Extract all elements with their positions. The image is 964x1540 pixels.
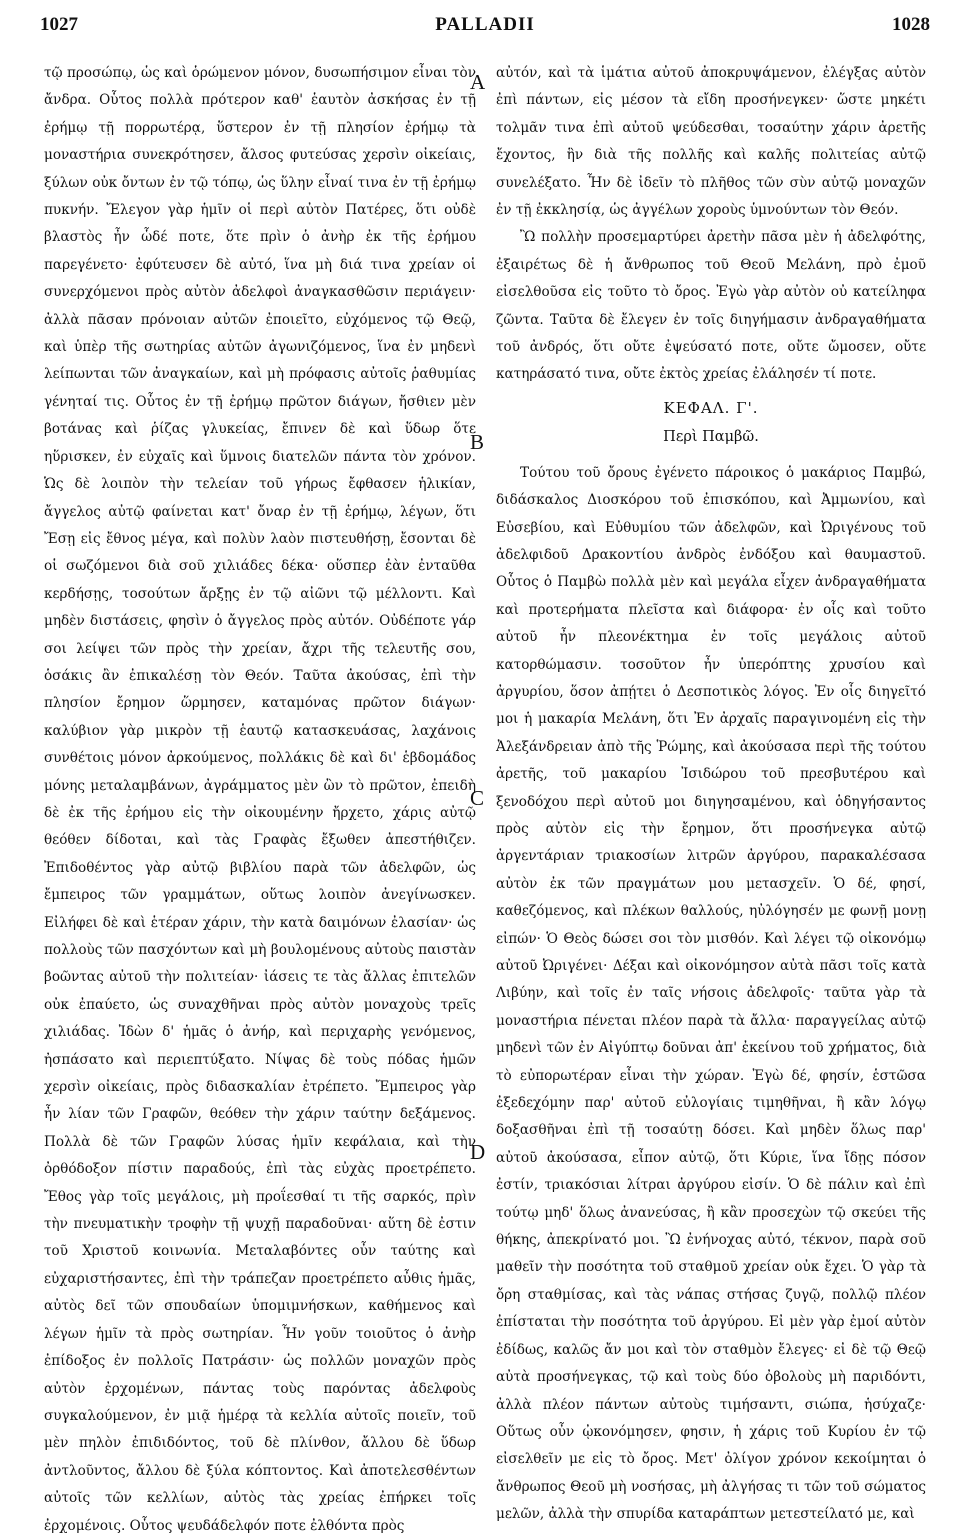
margin-marker-a: A xyxy=(470,70,486,94)
right-paragraph-3: Τούτου τοῦ ὄρους ἐγένετο πάροικος ὁ μακάριος Παμβώ, διδάσκαλος Διοσκόρου τοῦ ἐπισκόπου, καὶ Ἀμμωνίου, καὶ Εὐσεβίου, καὶ Εὐθυμίου τῶν ἀδελφῶν, καὶ Ὠριγένους τοῦ ἀδελφιδοῦ Δρακοντίου ἀνδρὸς ἐνδόξου καὶ θαυμαστοῦ. Οὗτος ὁ Παμβὼ πολλὰ μὲν καὶ μεγάλα εἶχεν ἀνδραγαθήματα καὶ προτερήματα πλεῖστα καὶ διάφορα· ἐν οἷς καὶ τοῦτο αὐτοῦ ἦν πλεονέκτημα ἐν τοῖς μεγάλοις αὐτοῦ κατορθώμασιν. τοσοῦτον ἦν ὑπερόπτης χρυσίου καὶ ἀργυρίου, ὅσον ἀπῄτει ὁ Δεσποτικὸς λόγος. Ἐν οἷς διηγεῖτό μοι ἡ μακαρία Μελάνη, ὅτι Ἐν ἀρχαῖς παραγινομένη εἰς τὴν Ἀλεξάνδρειαν ἀπὸ τῆς Ῥώμης, καὶ ἀκούσασα περὶ τῆς τούτου ἀρετῆς, τοῦ μακαρίου Ἰσιδώρου τοῦ πρεσβυτέρου καὶ ξενοδόχου περὶ αὐτοῦ μοι διηγησαμένου, καὶ ὁδηγήσαντος πρὸς αὐτὸν εἰς τὴν ἔρημον, ὅτι προσήνεγκα αὐτῷ ἀργεντάριαν τριακοσίων λιτρῶν ἀργύρου, παρακαλέσασα αὐτὸν ἐκ τῶν πραγμάτων μου μετασχεῖν. Ὁ δέ, φησί, καθεζόμενος, καὶ πλέκων θαλλούς, ηὐλόγησέν με φωνῇ μονῃ εἰπών· Ὁ Θεὸς δώσει σοι τὸν μισθόν. Καὶ λέγει τῷ οἰκονόμῳ αὐτοῦ Ὠριγένει· Δέξαι καὶ οἰκονόμησον αὐτὰ πᾶσι τοῖς κατὰ Λιβύην, καὶ τοῖς ἐν ταῖς νήσοις ἀδελφοῖς· ταῦτα γὰρ τὰ μοναστήρια πένεται πλέον παρὰ τὰ ἄλλα· παραγγείλας αὐτῷ μηδενὶ τῶν ἐν Αἰγύπτῳ δοῦναι ἀπ' ἐκείνου τοῦ χρήματος, διὰ τὸ εὐπορωτέραν εἶναι τὴν χώραν. Ἐγὼ δέ, φησίν, ἑστῶσα ἐξεδεχόμην παρ' αὐτοῦ εὐλογίαις τιμηθῆναι, ἢ κἂν λόγῳ δοξασθῆναι ἐπὶ τῇ τοσαύτῃ δόσει. Καὶ μηδὲν ὅλως παρ' αὐτοῦ ἀκούσασα, εἶπον αὐτῷ, ὅτι Κύριε, ἵνα ἴδῃς πόσον ἐστίν, τριακόσιαι λίτραι ἀργύρου εἰσίν. Ὁ δὲ πάλιν καὶ ἐπὶ τούτῳ μηδ' ὅλως ἀνανεύσας, ἢ κἂν προσεχὼν τῷ σκεύει τῆς θήκης, ἀπεκρίνατό μοι. Ὢ ἐνήνοχας αὐτό, τέκνον, παρὰ σοῦ μαθεῖν τὴν ποσότητα τοῦ σταθμοῦ χρείαν οὐκ ἔχει. Ὁ γὰρ τὰ ὄρη σταθμίσας, καὶ τὰς νάπας στήσας ζυγῷ, πολλῷ πλέον ἐπίσταται τὴν ποσότητα τοῦ ἀργύρου. Εἰ μὲν γὰρ ἐμοί αὐτὸν ἐδίδως, καλῶς ἄν μοι καὶ τὸν σταθμὸν ἔλεγες· εἰ δὲ τῷ Θεῷ αὐτὰ προσήνεγκας, τῷ καὶ τοὺς δύο ὀβολοὺς μὴ παριδόντι, ἀλλὰ πλέον πάντων αὐτοὺς τιμήσαντι, σιώπα, ἡσύχαζε· Οὕτως οὖν ᾠκονόμησεν, φησιν, ἡ χάρις τοῦ Κυρίου ἐν τῷ εἰσελθεῖν με εἰς τὸ ὄρος. Μετ' ὀλίγον χρόνον κεκοίμηται ὁ ἄνθρωπος Θεοῦ μὴ νοσήσας, μὴ ἀλγήσας τι τῶν τοῦ σώματος μελῶν, ἀλλὰ τὴν σπυρίδα καταράπτων μετεστείλατό με, καὶ xyxy=(496,464,926,1523)
margin-marker-c: C xyxy=(470,786,485,810)
right-paragraph-2: Ὢ πολλὴν προσεμαρτύρει ἀρετὴν πᾶσα μὲν ἡ ἀδελφότης, ἐξαιρέτως δὲ ἡ ἄνθρωπος τοῦ Θεοῦ Μελάνη, πρὸ ἐμοῦ εἰσελθοῦσα εἰς τοῦτο τὸ ὄρος. Ἐγὼ γὰρ αὐτὸν οὐ κατείληφα ζῶντα. Ταῦτα δὲ ἔλεγεν ἐν τοῖς διηγήμασιν ἀνδραγαθήματα τοῦ ἀνδρός, ὅτι οὔτε ἐψεύσατό ποτε, οὔτε ὤμοσεν, οὔτε κατηράσατό τινα, οὔτε ἐκτὸς χρείας ἐλάλησέν τί ποτε. xyxy=(496,229,926,383)
right-paragraph-1: αὐτόν, καὶ τὰ ἱμάτια αὐτοῦ ἀποκρυψάμενον, ἐλέγξας αὐτὸν ἐπὶ πάντων, εἰς μέσον τὰ εἴδη προσήνεγκεν· ὥστε μηκέτι τολμᾶν τινα ἐπὶ αὐτοῦ ψεύδεσθαι, τοσαύτην χάριν ἀρετῆς ἔχοντος, ἣν διὰ τῆς πολλῆς καὶ καλῆς πολιτείας αὐτῷ συνελέξατο. Ἦν δὲ ἰδεῖν τὸ πλῆθος τῶν σὺν αὐτῷ μοναχῶν ἐν τῇ ἐκκλησίᾳ, ὡς ἀγγέλων χοροὺς ὑμνούντων τὸν Θεόν. xyxy=(496,65,926,219)
left-column xyxy=(44,60,476,1540)
left-column-text: τῷ προσώπῳ, ὡς καὶ ὁρώμενον μόνον, δυσωπήσιμον εἶναι τὸν ἄνδρα. Οὗτος πολλὰ πρότερον καθ' ἑαυτὸν ἀσκήσας ἐν τῇ ἐρήμῳ τῇ πορρωτέρᾳ, ὕστερον ἐν τῇ πλησίον ἐρήμῳ τὰ μοναστήρια συνεκρότησεν, ἄλσος φυτεύσας χερσὶν οἰκείαις, ξύλων οὐκ ὄντων ἐν τῷ τόπῳ, ὡς ὕλην εἶναί τινα ἐν τῇ ἐρήμῳ πυκνήν. Ἔλεγον γὰρ ἡμῖν οἱ περὶ αὐτὸν Πατέρες, ὅτι οὐδὲ βλαστὸς ἦν ὧδέ ποτε, ὅτε πρὶν ὁ ἀνὴρ ἐκ τῆς ἐρήμου παρεγένετο· ἐφύτευσεν δὲ αὐτό, ἵνα μὴ διά τινα χρείαν οἱ συνερχόμενοι πρὸς αὐτὸν ἀδελφοὶ ἀναγκασθῶσιν περιάγειν· ἀλλὰ πᾶσαν πρόνοιαν αὐτῶν ἐποιεῖτο, εὐχόμενος τῷ Θεῷ, καὶ ὑπὲρ τῆς σωτηρίας αὐτῶν ἀγωνιζόμενος, ἵνα ἐν μηδενὶ λείπωνται τῶν ἀναγκαίων, καὶ μὴ πρόφασις αὐτοῖς ῥαθυμίας γένηταί τις. Οὗτος ἐν τῇ ἐρήμῳ πρῶτον διάγων, ἤσθιεν μὲν βοτάνας καὶ ῥίζας γλυκείας, ἔπινεν δὲ καὶ ὕδωρ ὅτε ηὕρισκεν, ἐν εὐχαῖς καὶ ὕμνοις διατελῶν πάντα τὸν χρόνον. Ὡς δὲ λοιπὸν τὴν τελείαν τοῦ γήρως ἔφθασεν ἡλικίαν, ἄγγελος αὐτῷ φαίνεται κατ' ὄναρ ἐν τῇ ἐρήμῳ, λέγων, ὅτι Ἔσῃ εἰς ἔθνος μέγα, καὶ πολὺν λαὸν πιστευθήσῃ, ἔσονται δὲ οἱ σωζόμενοι διὰ σοῦ χιλιάδες δέκα· οὕσπερ ἐὰν ἐνταῦθα κερδήσῃς, τοσούτων ἄρξῃς ἐν τῷ αἰῶνι τῷ μέλλοντι. Καὶ μηδὲν διστάσεις, φησὶν ὁ ἄγγελος πρὸς αὐτόν. Οὐδέποτε γάρ σοι λείψει τῶν πρὸς τὴν χρείαν, ἄχρι τῆς τελευτῆς σου, ὁσάκις ἂν ἐπικαλέσῃ τὸν Θεόν. Ταῦτα ἀκούσας, ἐπὶ τὴν πλησίον ἔρημον ὥρμησεν, καταμόνας πρῶτον διάγων· καλύβιον γὰρ μικρὸν τῇ ἑαυτῷ κατασκευάσας, λαχάνοις συνθέτοις μόνον ἀρκούμενος, πολλάκις δὲ καὶ δι' ἑβδομάδος μόνης μεταλαμβάνων, ἀγράμματος μὲν ὢν τὸ πρῶτον, ἐπειδὴ δὲ ἐκ τῆς ἐρήμου εἰς τὴν οἰκουμένην ἤρχετο, χάρις αὐτῷ θεόθεν δίδοται, καὶ τὰς Γραφὰς ἔξωθεν ἀπεστήθιζεν. Ἐπιδοθέντος γὰρ αὐτῷ βιβλίου παρὰ τῶν ἀδελφῶν, ὡς ἔμπειρος τῶν γραμμάτων, οὕτως λοιπὸν ἀνεγίνωσκεν. Εἰλήφει δὲ καὶ ἑτέραν χάριν, τὴν κατὰ δαιμόνων ἐλασίαν· ὡς πολλοὺς τῶν πασχόντων καὶ μὴ βουλομένους αὐτοὺς παιστὰν βοῶντας αὐτοῦ τὴν πολιτείαν· ἰάσεις τε τὰς ἄλλας ἐπιτελῶν οὐκ ἐπαύετο, ὡς συναχθῆναι πρὸς αὐτὸν μοναχοὺς τρεῖς χιλιάδας. Ἰδὼν δ' ἡμᾶς ὁ ἀνήρ, καὶ περιχαρὴς γενόμενος, ἠσπάσατο καὶ περιεπτύξατο. Νίψας δὲ τοὺς πόδας ἡμῶν χερσὶν οἰκείαις, πρὸς διδασκαλίαν ἐτρέπετο. Ἔμπειρος γὰρ ἦν λίαν τῶν Γραφῶν, θεόθεν τὴν χάριν ταύτην δεξάμενος. Πολλὰ δὲ τῶν Γραφῶν λύσας ἡμῖν κεφάλαια, καὶ τὴν ὀρθόδοξον πίστιν παραδούς, ἐπὶ τὰς εὐχὰς προετρέπετο. Ἔθος γὰρ τοῖς μεγάλοις, μὴ προΐεσθαί τι τῆς σαρκός, πρὶν τὴν πνευματικὴν τροφὴν τῇ ψυχῇ παραδοῦναι· αὕτη δὲ ἐστιν τοῦ Χριστοῦ κοινωνία. Μεταλαβόντες οὖν ταύτης καὶ εὐχαριστήσαντες, ἐπὶ τὴν τράπεζαν προετρέπετο αὖθις ἡμᾶς, αὐτὸς δεῖ τῶν σπουδαίων ὑπομιμνήσκων, καθήμενος καὶ λέγων ἡμῖν τὰ πρὸς σωτηρίαν. Ἦν γοῦν τοιοῦτος ὁ ἀνὴρ ἐπίδοξος ἐν πολλοῖς Πατράσιν· ὡς πολλῶν μοναχῶν πρὸς αὐτὸν ἐρχομένων, πάντας τοὺς παρόντας ἀδελφοὺς συγκαλούμενον, ἐν μιᾷ ἡμέρᾳ τὰ κελλία αὐτοῖς ποιεῖν, τοῦ μὲν πηλὸν ἐπιδιδόντος, τοῦ δὲ πλίνθον, ἄλλου δὲ ὕδωρ ἀντλοῦντος, ἄλλου δὲ ξύλα κόπτοντος. Καὶ ἀποτελεσθέντων αὐτοῖς τῶν κελλίων, αὐτὸς τὰς χρείας ἐπήρκει τοῖς ἐρχομένοις. Οὗτος ψευδάδελφόν ποτε ἐλθόντα πρὸς xyxy=(44,65,476,1534)
right-column xyxy=(496,60,926,1529)
chapter-title: ΚΕΦΑΛ. Γ'. xyxy=(663,398,759,417)
chapter-subtitle: Περὶ Παμβῶ. xyxy=(663,429,759,446)
right-column-number: 1028 xyxy=(892,14,930,35)
page-header xyxy=(40,14,930,48)
running-title: PALLADII xyxy=(435,14,535,35)
margin-marker-b: B xyxy=(470,430,485,454)
left-column-number: 1027 xyxy=(40,14,78,35)
margin-marker-d: D xyxy=(470,1140,486,1164)
